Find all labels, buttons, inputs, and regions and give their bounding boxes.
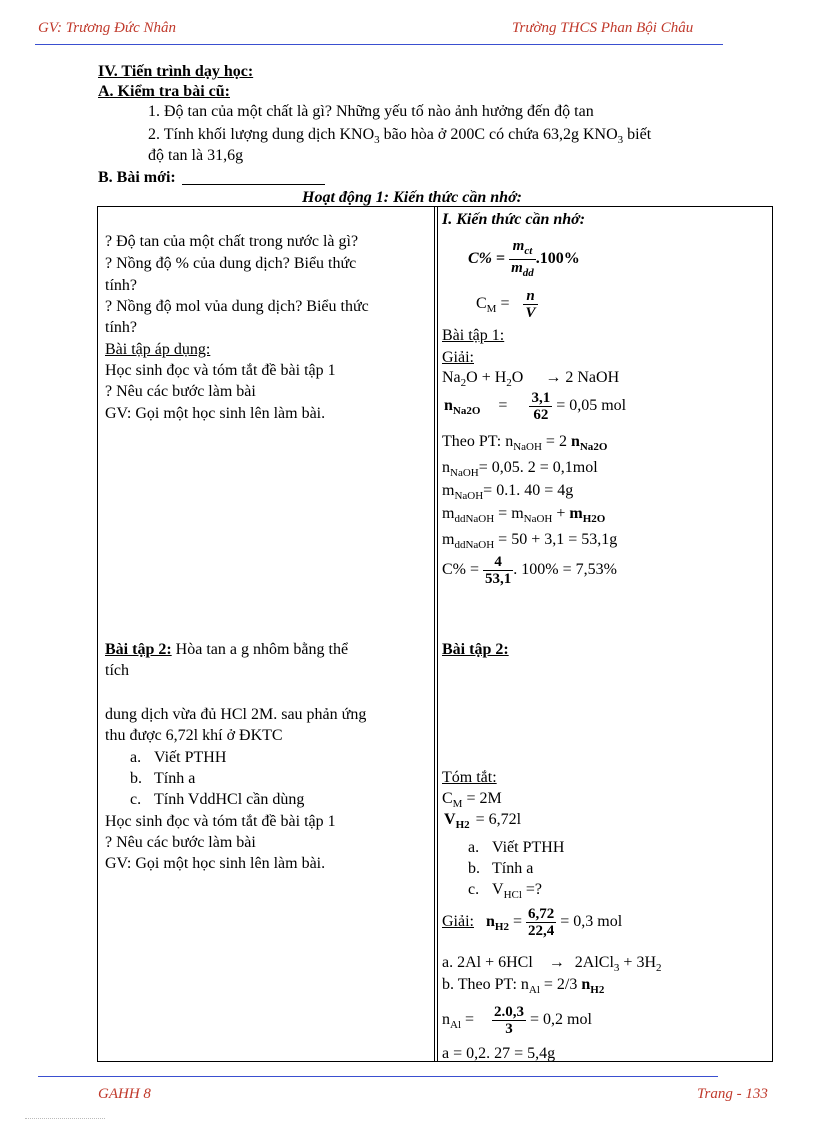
left-q-nongdo-mol: ? Nồng độ mol vủa dung dịch? Biểu thức	[105, 298, 369, 315]
section-a-title: A. Kiểm tra bài cũ:	[98, 83, 230, 100]
list-item: b. Tính a	[130, 770, 196, 787]
vh2-value: $V_{H2} = 6,72l$	[444, 811, 522, 831]
activity-title: Hoạt động 1: Kiến thức cần nhớ:	[302, 189, 522, 206]
n-h2-line: Giải: $n_{H2}$ = $\frac{6,72}{22,4}$ = 0,3 mol	[442, 906, 623, 939]
footer-subject: GAHH 8	[98, 1086, 151, 1102]
left-hs-doc-2: Học sinh đọc và tóm tắt đề bài tập 1	[105, 813, 336, 830]
c-percent-result: C% = $\frac{4}{53,1}$ . 100% = 7,53%	[442, 554, 617, 587]
theo-pt-1: Theo PT: $n_{NaOH} = 2$ $n_{Na2O}$	[442, 433, 608, 453]
m-dd-naoh-line-1: $m_{ddNaOH} = m_{NaOH} + m_{H2O}$	[442, 505, 606, 525]
left-q-nongdo-pct-2: tính?	[105, 277, 137, 294]
footer-rule	[38, 1076, 718, 1077]
arrow-icon: →	[545, 369, 562, 386]
n-naoh-line: $n_{NaOH}= 0,05$. 2 = 0,1mol	[442, 459, 598, 479]
left-bt2-line4: thu được 6,72l khí ở ĐKTC	[105, 727, 283, 744]
left-bt-apdung: Bài tập áp dụng:	[105, 341, 211, 358]
list-item: a. Viết PTHH	[130, 749, 227, 766]
question-1: 1. Độ tan của một chất là gì? Những yếu tố nào ảnh hưởng đến độ tan	[148, 103, 594, 120]
section-b-title: B. Bài mới:	[98, 168, 325, 188]
formula-c-percent: C% = $\frac{m_{ct}}{m_{dd}}$ .100%	[468, 238, 580, 279]
left-neu-buoc-2: ? Nêu các bước làm bài	[105, 834, 256, 851]
right-giai-1: Giải:	[442, 349, 474, 366]
list-item: c. Tính VddHCl cần dùng	[130, 791, 305, 808]
right-bt1-label: Bài tập 1:	[442, 327, 505, 344]
formula-cm: $C_M$ = $\frac{n}{V}$	[476, 288, 536, 321]
arrow-icon: →	[548, 954, 565, 971]
equation-2: a. 2Al + 6HCl → 2AlCl$_3$ + $3H_2$	[442, 954, 662, 974]
theo-pt-2: b. Theo PT: $n_{Al} = 2/3$ $n_{H2}$	[442, 976, 605, 996]
header-teacher: GV: Trương Đức Nhân	[38, 20, 176, 36]
header-school: Trường THCS Phan Bội Châu	[512, 20, 694, 36]
n-al-line: $n_{Al}$ = $\frac{2.0,3}{3}$ = 0,2 mol	[442, 1004, 592, 1037]
footer-page: Trang - 133	[697, 1086, 768, 1102]
question-2-cont: độ tan là 31,6g	[148, 147, 244, 164]
right-task-list	[468, 837, 564, 906]
column-divider-inner	[437, 206, 438, 1062]
n-na2o-line: $n_{Na2O}$ = $\frac{3,1}{62}$ = 0,05 mol	[444, 390, 627, 423]
right-tomtat: Tóm tắt:	[442, 769, 497, 786]
list-item: a. Viết PTHH	[468, 839, 565, 856]
section-title: IV. Tiến trình dạy học:	[98, 63, 254, 80]
left-bt2-line3: dung dịch vừa đủ HCl 2M. sau phản ứng	[105, 706, 367, 723]
m-dd-naoh-line-2: $m_{ddNaOH} = 50 + 3,1 = 53,1g$	[442, 531, 618, 551]
activity-table	[97, 206, 773, 1062]
left-gv-goi-1: GV: Gọi một học sinh lên làm bài.	[105, 405, 326, 422]
left-neu-buoc-1: ? Nêu các bước làm bài	[105, 383, 256, 400]
corner-dots	[25, 1118, 105, 1119]
left-bt2-line2: tích	[105, 662, 129, 679]
question-2: 2. Tính khối lượng dung dịch $KNO_3$ bão hòa ở 200C có chứa 63,2g $KNO_3$ biết	[148, 126, 652, 146]
left-q-nongdo-pct: ? Nồng độ % của dung dịch? Biểu thức	[105, 255, 357, 272]
column-divider	[434, 206, 435, 1062]
header-rule	[35, 44, 723, 45]
left-q-dotan: ? Độ tan của một chất trong nước là gì?	[105, 233, 359, 250]
cm-value: $C_M = 2M$	[442, 790, 502, 810]
m-naoh-line: $m_{NaOH}= 0.1$. 40 = 4g	[442, 482, 574, 502]
left-bt2: Bài tập 2: Hòa tan a g nhôm bằng thể	[105, 641, 349, 658]
equation-1: $Na_2O + H_2O \to 2$ NaOH	[442, 369, 620, 389]
right-kt-title: I. Kiến thức cần nhớ:	[442, 211, 586, 228]
left-hs-doc-1: Học sinh đọc và tóm tắt đề bài tập 1	[105, 362, 336, 379]
left-q-nongdo-mol-2: tính?	[105, 319, 137, 336]
a-value: a = 0,2. 27 = 5,4g	[442, 1045, 556, 1062]
right-bt2-label: Bài tập 2:	[442, 641, 509, 658]
list-item: c. $V_{HCl}$ =?	[468, 881, 543, 901]
left-gv-goi-2: GV: Gọi một học sinh lên làm bài.	[105, 855, 326, 872]
list-item: b. Tính a	[468, 860, 534, 877]
left-task-list	[130, 747, 304, 810]
